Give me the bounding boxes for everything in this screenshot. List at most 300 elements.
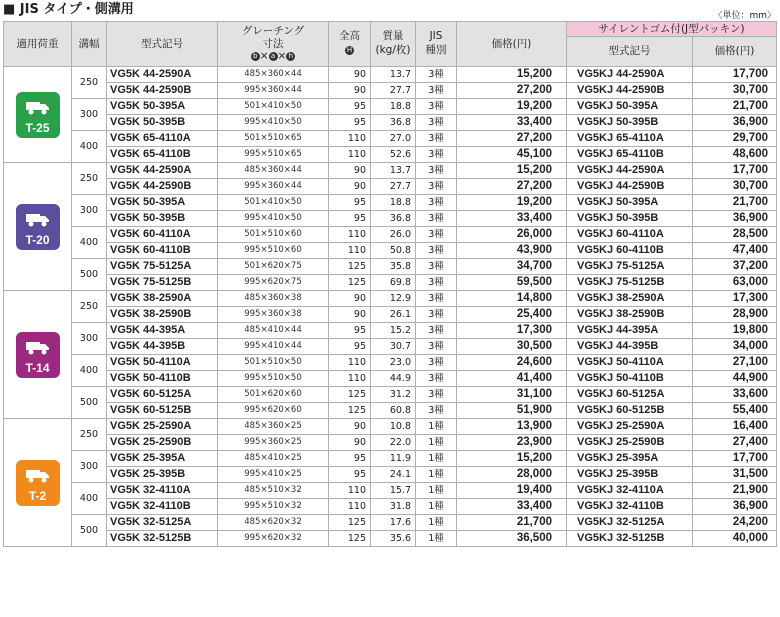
- silent-price-cell: 36,900: [693, 499, 777, 515]
- table-row: [4, 99, 777, 115]
- silent-price-cell: 28,900: [693, 307, 777, 323]
- table-row: [4, 83, 777, 99]
- height-cell: 95: [329, 339, 371, 355]
- model-cell: VG5K 60-5125B: [107, 403, 218, 419]
- height-h-symbol: H: [346, 45, 353, 54]
- header-jis-line2: 種別: [425, 44, 447, 56]
- silent-model-cell: VG5KJ 50-395B: [567, 211, 693, 227]
- model-cell: VG5K 44-2590A: [107, 163, 218, 179]
- silent-price-cell: 40,000: [693, 531, 777, 547]
- silent-model-cell: VG5KJ 44-395A: [567, 323, 693, 339]
- height-cell: 125: [329, 531, 371, 547]
- size-cell: 485×510×32: [218, 483, 329, 499]
- silent-model-cell: VG5KJ 25-2590B: [567, 435, 693, 451]
- model-cell: VG5K 50-4110B: [107, 371, 218, 387]
- silent-model-cell: VG5KJ 75-5125B: [567, 275, 693, 291]
- jis-cell: 1種: [416, 467, 457, 483]
- weight-cell: 60.8: [371, 403, 416, 419]
- width-cell: 500: [72, 387, 107, 419]
- price-cell: 51,900: [457, 403, 567, 419]
- size-cell: 995×620×32: [218, 531, 329, 547]
- table-row: [4, 291, 777, 307]
- jis-cell: 3種: [416, 355, 457, 371]
- price-cell: 45,100: [457, 147, 567, 163]
- table-row: [4, 179, 777, 195]
- silent-price-cell: 30,700: [693, 83, 777, 99]
- jis-cell: 3種: [416, 371, 457, 387]
- weight-cell: 26.1: [371, 307, 416, 323]
- silent-price-cell: 36,900: [693, 115, 777, 131]
- weight-cell: 44.9: [371, 371, 416, 387]
- height-cell: 110: [329, 499, 371, 515]
- header-height: [329, 22, 371, 67]
- width-cell: 300: [72, 451, 107, 483]
- header-kmodel: 型式記号: [567, 37, 693, 67]
- header-height-label: 全高: [339, 30, 360, 43]
- price-cell: 19,200: [457, 195, 567, 211]
- truck-icon: [25, 96, 51, 116]
- silent-model-cell: VG5KJ 32-4110B: [567, 499, 693, 515]
- size-cell: 501×620×75: [218, 259, 329, 275]
- weight-cell: 13.7: [371, 67, 416, 83]
- jis-cell: 1種: [416, 435, 457, 451]
- size-cell: 995×510×60: [218, 243, 329, 259]
- model-cell: VG5K 60-4110A: [107, 227, 218, 243]
- height-cell: 95: [329, 99, 371, 115]
- model-cell: VG5K 44-2590A: [107, 67, 218, 83]
- weight-cell: 15.7: [371, 483, 416, 499]
- table-row: [4, 403, 777, 419]
- silent-model-cell: VG5KJ 44-2590B: [567, 83, 693, 99]
- jis-cell: 3種: [416, 131, 457, 147]
- price-cell: 31,100: [457, 387, 567, 403]
- silent-model-cell: VG5KJ 44-395B: [567, 339, 693, 355]
- height-cell: 90: [329, 307, 371, 323]
- load-cell: [4, 67, 72, 163]
- table-body: [4, 67, 777, 547]
- jis-cell: 3種: [416, 211, 457, 227]
- price-table-wrapper: [3, 21, 777, 547]
- table-row: [4, 435, 777, 451]
- table-row: [4, 515, 777, 531]
- size-cell: 995×410×25: [218, 467, 329, 483]
- silent-model-cell: VG5KJ 25-395A: [567, 451, 693, 467]
- model-cell: VG5K 60-5125A: [107, 387, 218, 403]
- model-cell: VG5K 25-2590B: [107, 435, 218, 451]
- header-size-line2: 寸法: [262, 37, 284, 50]
- height-cell: 110: [329, 243, 371, 259]
- size-cell: 501×410×50: [218, 99, 329, 115]
- silent-model-cell: VG5KJ 25-395B: [567, 467, 693, 483]
- load-badge-label: T-14: [25, 360, 50, 375]
- table-row: [4, 115, 777, 131]
- weight-cell: 35.8: [371, 259, 416, 275]
- height-cell: 110: [329, 371, 371, 387]
- silent-model-cell: VG5KJ 65-4110B: [567, 147, 693, 163]
- price-cell: 59,500: [457, 275, 567, 291]
- silent-price-cell: 21,900: [693, 483, 777, 499]
- height-cell: 110: [329, 483, 371, 499]
- header-weight-line2: (kg/枚): [375, 44, 411, 56]
- silent-model-cell: VG5KJ 32-4110A: [567, 483, 693, 499]
- width-cell: 250: [72, 419, 107, 451]
- weight-cell: 18.8: [371, 195, 416, 211]
- height-cell: 90: [329, 419, 371, 435]
- table-row: [4, 387, 777, 403]
- table-row: [4, 307, 777, 323]
- price-cell: 19,400: [457, 483, 567, 499]
- price-cell: 15,200: [457, 163, 567, 179]
- weight-cell: 30.7: [371, 339, 416, 355]
- price-cell: 33,400: [457, 211, 567, 227]
- weight-cell: 27.0: [371, 131, 416, 147]
- model-cell: VG5K 50-4110A: [107, 355, 218, 371]
- jis-cell: 3種: [416, 83, 457, 99]
- price-cell: 17,300: [457, 323, 567, 339]
- height-cell: 90: [329, 291, 371, 307]
- weight-cell: 15.2: [371, 323, 416, 339]
- size-cell: 995×410×50: [218, 115, 329, 131]
- size-h-symbol: h: [286, 52, 295, 61]
- silent-price-cell: 33,600: [693, 387, 777, 403]
- width-cell: 500: [72, 515, 107, 547]
- size-cell: 995×620×60: [218, 403, 329, 419]
- jis-cell: 3種: [416, 115, 457, 131]
- price-cell: 13,900: [457, 419, 567, 435]
- weight-cell: 17.6: [371, 515, 416, 531]
- silent-price-cell: 47,400: [693, 243, 777, 259]
- load-badge-label: T-20: [25, 232, 50, 247]
- weight-cell: 10.8: [371, 419, 416, 435]
- silent-price-cell: 17,700: [693, 163, 777, 179]
- price-cell: 36,500: [457, 531, 567, 547]
- price-cell: 27,200: [457, 131, 567, 147]
- weight-cell: 27.7: [371, 83, 416, 99]
- width-cell: 300: [72, 99, 107, 131]
- size-cell: 485×360×38: [218, 291, 329, 307]
- size-times-2: ×: [277, 50, 287, 63]
- size-cell: 501×620×60: [218, 387, 329, 403]
- load-cell: [4, 419, 72, 547]
- weight-cell: 11.9: [371, 451, 416, 467]
- silent-model-cell: VG5KJ 44-2590A: [567, 67, 693, 83]
- model-cell: VG5K 44-2590B: [107, 83, 218, 99]
- table-row: [4, 451, 777, 467]
- unit-note: 〈単位：mm〉: [713, 11, 776, 21]
- header-load: 適用荷重: [4, 22, 72, 67]
- jis-cell: 1種: [416, 531, 457, 547]
- silent-model-cell: VG5KJ 75-5125A: [567, 259, 693, 275]
- header-width: 溝幅: [72, 22, 107, 67]
- silent-price-cell: 37,200: [693, 259, 777, 275]
- width-cell: 400: [72, 483, 107, 515]
- silent-model-cell: VG5KJ 60-5125B: [567, 403, 693, 419]
- silent-model-cell: VG5KJ 32-5125A: [567, 515, 693, 531]
- price-cell: 30,500: [457, 339, 567, 355]
- size-a-symbol: a: [269, 52, 278, 61]
- silent-model-cell: VG5KJ 60-4110B: [567, 243, 693, 259]
- load-cell: [4, 291, 72, 419]
- table-row: [4, 339, 777, 355]
- size-cell: 501×510×65: [218, 131, 329, 147]
- height-cell: 125: [329, 387, 371, 403]
- size-cell: 485×620×32: [218, 515, 329, 531]
- jis-cell: 3種: [416, 387, 457, 403]
- width-cell: 250: [72, 163, 107, 195]
- width-cell: 400: [72, 131, 107, 163]
- size-cell: 501×510×50: [218, 355, 329, 371]
- weight-cell: 18.8: [371, 99, 416, 115]
- size-cell: 995×510×32: [218, 499, 329, 515]
- silent-model-cell: VG5KJ 44-2590B: [567, 179, 693, 195]
- silent-price-cell: 17,700: [693, 67, 777, 83]
- weight-cell: 69.8: [371, 275, 416, 291]
- load-badge: [16, 460, 60, 506]
- silent-model-cell: VG5KJ 50-395A: [567, 99, 693, 115]
- price-cell: 41,400: [457, 371, 567, 387]
- model-cell: VG5K 32-4110B: [107, 499, 218, 515]
- silent-model-cell: VG5KJ 44-2590A: [567, 163, 693, 179]
- weight-cell: 26.0: [371, 227, 416, 243]
- table-row: [4, 483, 777, 499]
- jis-cell: 3種: [416, 307, 457, 323]
- silent-price-cell: 19,800: [693, 323, 777, 339]
- header-size-line1: グレーチング: [241, 25, 305, 38]
- price-cell: 25,400: [457, 307, 567, 323]
- weight-cell: 50.8: [371, 243, 416, 259]
- size-cell: 995×360×25: [218, 435, 329, 451]
- table-row: [4, 67, 777, 83]
- price-cell: 21,700: [457, 515, 567, 531]
- table-row: [4, 531, 777, 547]
- load-badge: [16, 204, 60, 250]
- silent-price-cell: 55,400: [693, 403, 777, 419]
- silent-price-cell: 44,900: [693, 371, 777, 387]
- weight-cell: 27.7: [371, 179, 416, 195]
- table-row: [4, 371, 777, 387]
- weight-cell: 23.0: [371, 355, 416, 371]
- width-cell: 300: [72, 323, 107, 355]
- height-cell: 95: [329, 195, 371, 211]
- weight-cell: 12.9: [371, 291, 416, 307]
- width-cell: 400: [72, 227, 107, 259]
- weight-cell: 22.0: [371, 435, 416, 451]
- silent-price-cell: 16,400: [693, 419, 777, 435]
- page-title: ■ JIS タイプ・側溝用: [3, 2, 134, 17]
- height-cell: 125: [329, 515, 371, 531]
- table-row: [4, 131, 777, 147]
- load-badge-label: T-2: [28, 488, 47, 503]
- model-cell: VG5K 25-2590A: [107, 419, 218, 435]
- width-cell: 500: [72, 259, 107, 291]
- silent-price-cell: 29,700: [693, 131, 777, 147]
- price-cell: 43,900: [457, 243, 567, 259]
- height-cell: 95: [329, 451, 371, 467]
- silent-price-cell: 34,000: [693, 339, 777, 355]
- model-cell: VG5K 50-395B: [107, 211, 218, 227]
- model-cell: VG5K 32-5125B: [107, 531, 218, 547]
- size-cell: 995×360×44: [218, 179, 329, 195]
- jis-cell: 1種: [416, 499, 457, 515]
- price-cell: 26,000: [457, 227, 567, 243]
- table-row: [4, 195, 777, 211]
- jis-cell: 3種: [416, 227, 457, 243]
- size-cell: 501×510×60: [218, 227, 329, 243]
- silent-price-cell: 17,700: [693, 451, 777, 467]
- silent-price-cell: 36,900: [693, 211, 777, 227]
- silent-model-cell: VG5KJ 65-4110A: [567, 131, 693, 147]
- model-cell: VG5K 65-4110A: [107, 131, 218, 147]
- jis-cell: 3種: [416, 147, 457, 163]
- silent-model-cell: VG5KJ 38-2590B: [567, 307, 693, 323]
- truck-icon: [25, 336, 51, 356]
- header-price: 価格(円): [457, 22, 567, 67]
- model-cell: VG5K 75-5125A: [107, 259, 218, 275]
- silent-price-cell: 21,700: [693, 99, 777, 115]
- size-cell: 485×360×44: [218, 67, 329, 83]
- price-cell: 14,800: [457, 291, 567, 307]
- truck-icon: [25, 208, 51, 228]
- header-size: [218, 22, 329, 67]
- table-row: [4, 147, 777, 163]
- jis-cell: 3種: [416, 67, 457, 83]
- silent-price-cell: 63,000: [693, 275, 777, 291]
- model-cell: VG5K 65-4110B: [107, 147, 218, 163]
- jis-cell: 3種: [416, 323, 457, 339]
- price-cell: 34,700: [457, 259, 567, 275]
- table-row: [4, 243, 777, 259]
- model-cell: VG5K 32-4110A: [107, 483, 218, 499]
- header-size-formula: [218, 50, 328, 63]
- price-cell: 28,000: [457, 467, 567, 483]
- silent-price-cell: 17,300: [693, 291, 777, 307]
- table-row: [4, 323, 777, 339]
- size-b-symbol: b: [251, 52, 260, 61]
- size-cell: 485×360×44: [218, 163, 329, 179]
- weight-cell: 31.2: [371, 387, 416, 403]
- jis-cell: 3種: [416, 163, 457, 179]
- table-row: [4, 355, 777, 371]
- weight-cell: 24.1: [371, 467, 416, 483]
- jis-cell: 3種: [416, 291, 457, 307]
- table-row: [4, 419, 777, 435]
- silent-model-cell: VG5KJ 32-5125B: [567, 531, 693, 547]
- jis-cell: 1種: [416, 419, 457, 435]
- silent-model-cell: VG5KJ 50-395A: [567, 195, 693, 211]
- width-cell: 300: [72, 195, 107, 227]
- silent-model-cell: VG5KJ 50-4110A: [567, 355, 693, 371]
- jis-cell: 3種: [416, 99, 457, 115]
- height-cell: 95: [329, 323, 371, 339]
- size-cell: 485×360×25: [218, 419, 329, 435]
- jis-cell: 3種: [416, 259, 457, 275]
- height-cell: 90: [329, 67, 371, 83]
- weight-cell: 52.6: [371, 147, 416, 163]
- price-cell: 33,400: [457, 499, 567, 515]
- model-cell: VG5K 44-395B: [107, 339, 218, 355]
- model-cell: VG5K 60-4110B: [107, 243, 218, 259]
- header-kprice: 価格(円): [693, 37, 777, 67]
- height-cell: 110: [329, 355, 371, 371]
- model-cell: VG5K 25-395B: [107, 467, 218, 483]
- silent-price-cell: 24,200: [693, 515, 777, 531]
- silent-price-cell: 21,700: [693, 195, 777, 211]
- truck-icon: [25, 464, 51, 484]
- price-cell: 15,200: [457, 451, 567, 467]
- table-header: [4, 22, 777, 67]
- height-cell: 125: [329, 259, 371, 275]
- height-cell: 90: [329, 83, 371, 99]
- model-cell: VG5K 50-395A: [107, 99, 218, 115]
- height-cell: 95: [329, 467, 371, 483]
- silent-price-cell: 28,500: [693, 227, 777, 243]
- width-cell: 400: [72, 355, 107, 387]
- model-cell: VG5K 38-2590B: [107, 307, 218, 323]
- height-cell: 110: [329, 147, 371, 163]
- model-cell: VG5K 44-2590B: [107, 179, 218, 195]
- model-cell: VG5K 25-395A: [107, 451, 218, 467]
- weight-cell: 36.8: [371, 115, 416, 131]
- height-cell: 95: [329, 115, 371, 131]
- load-badge-label: T-25: [25, 120, 50, 135]
- weight-cell: 35.6: [371, 531, 416, 547]
- silent-price-cell: 31,500: [693, 467, 777, 483]
- header-jis: [416, 22, 457, 67]
- height-cell: 90: [329, 163, 371, 179]
- jis-cell: 3種: [416, 339, 457, 355]
- size-cell: 485×410×44: [218, 323, 329, 339]
- silent-model-cell: VG5KJ 60-4110A: [567, 227, 693, 243]
- price-cell: 33,400: [457, 115, 567, 131]
- jis-cell: 1種: [416, 483, 457, 499]
- size-cell: 501×410×50: [218, 195, 329, 211]
- weight-cell: 36.8: [371, 211, 416, 227]
- silent-model-cell: VG5KJ 60-5125A: [567, 387, 693, 403]
- silent-price-cell: 30,700: [693, 179, 777, 195]
- size-cell: 995×510×65: [218, 147, 329, 163]
- width-cell: 250: [72, 67, 107, 99]
- jis-cell: 3種: [416, 179, 457, 195]
- header-silent-rubber: サイレントゴム付(J型パッキン): [567, 22, 777, 37]
- model-cell: VG5K 38-2590A: [107, 291, 218, 307]
- price-cell: 24,600: [457, 355, 567, 371]
- table-row: [4, 259, 777, 275]
- height-cell: 125: [329, 403, 371, 419]
- silent-price-cell: 48,600: [693, 147, 777, 163]
- height-cell: 110: [329, 131, 371, 147]
- size-cell: 995×510×50: [218, 371, 329, 387]
- height-cell: 90: [329, 179, 371, 195]
- header-weight-line1: 質量: [382, 30, 404, 43]
- jis-cell: 3種: [416, 275, 457, 291]
- silent-model-cell: VG5KJ 50-4110B: [567, 371, 693, 387]
- table-row: [4, 467, 777, 483]
- load-badge: [16, 92, 60, 138]
- height-cell: 90: [329, 435, 371, 451]
- silent-price-cell: 27,400: [693, 435, 777, 451]
- header-jis-line1: JIS: [429, 30, 443, 43]
- header-weight: [371, 22, 416, 67]
- model-cell: VG5K 75-5125B: [107, 275, 218, 291]
- price-cell: 19,200: [457, 99, 567, 115]
- table-row: [4, 227, 777, 243]
- header-model: 型式記号: [107, 22, 218, 67]
- width-cell: 250: [72, 291, 107, 323]
- height-cell: 125: [329, 275, 371, 291]
- table-row: [4, 499, 777, 515]
- size-cell: 995×360×38: [218, 307, 329, 323]
- jis-cell: 1種: [416, 515, 457, 531]
